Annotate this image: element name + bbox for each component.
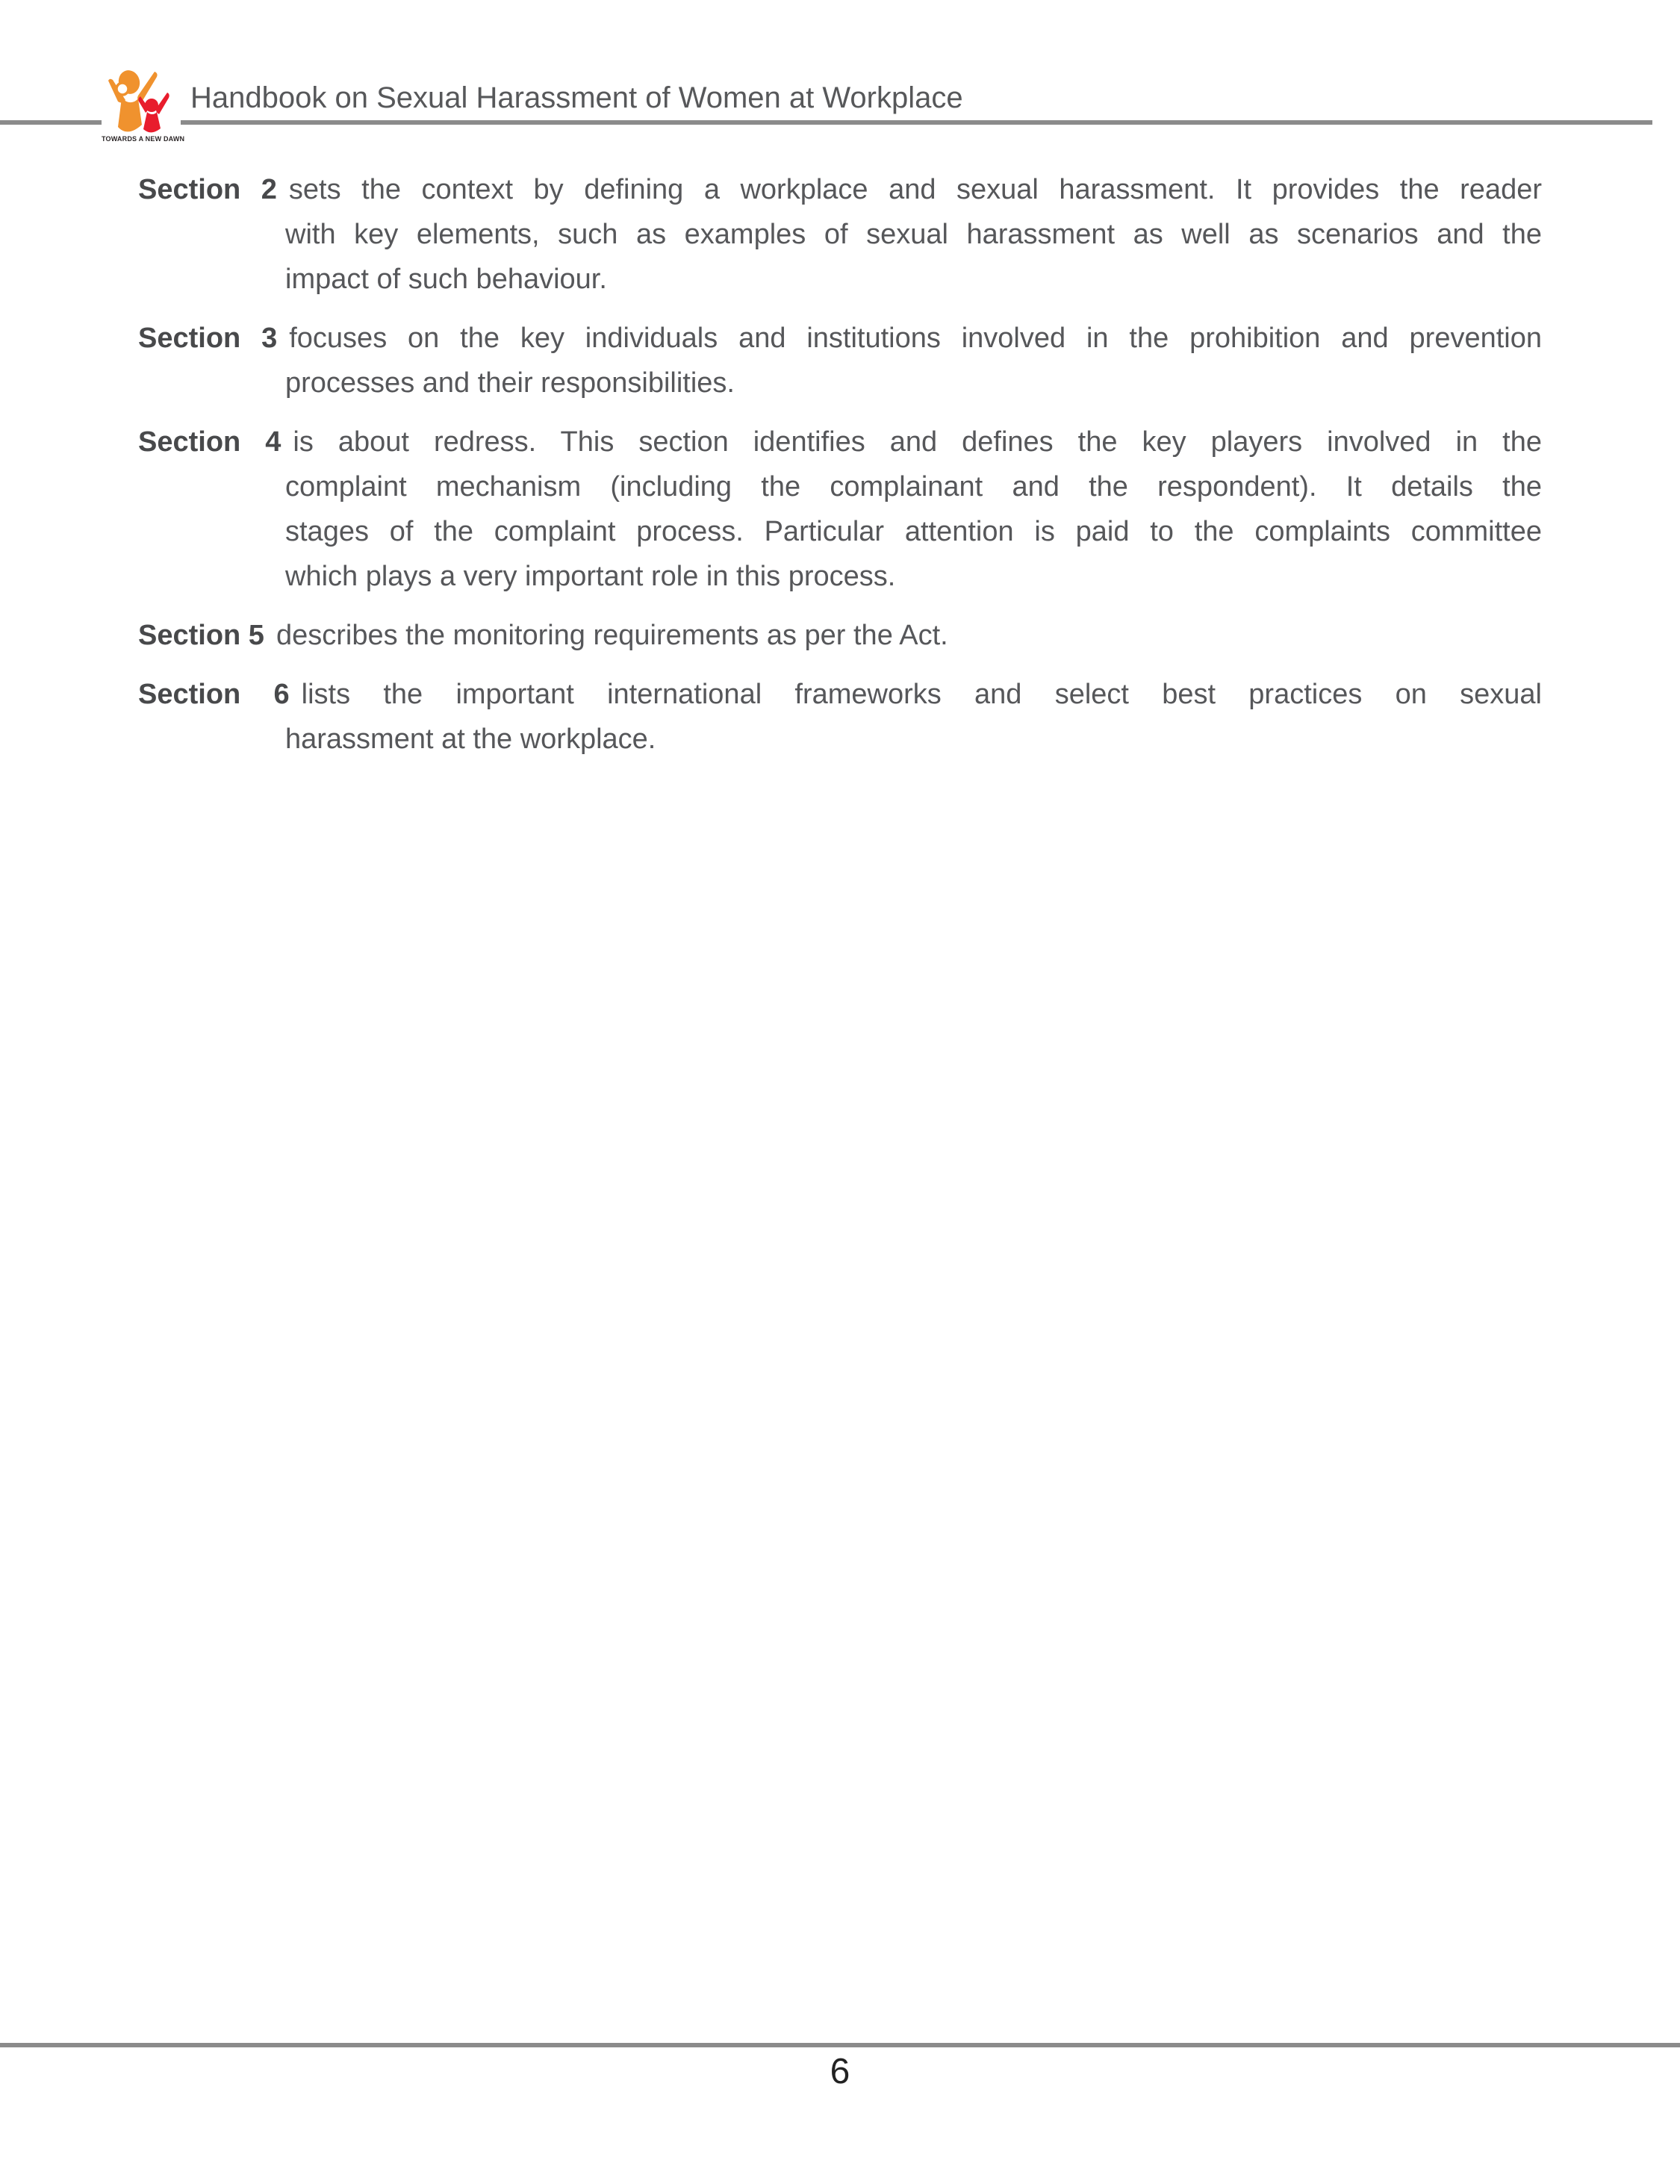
section-text: focuses on the key individuals and institutions involved in the prohibition and prevention: [289, 323, 1542, 354]
section-text: describes the monitoring requirements as per the Act.: [276, 620, 948, 651]
document-title: Handbook on Sexual Harassment of Women at Workplace: [190, 81, 963, 114]
logo-figures-icon: [102, 69, 180, 133]
section-paragraph-5: [138, 613, 1542, 658]
section-line: [138, 672, 1542, 717]
section-paragraph-4: [138, 420, 1542, 599]
section-line: [138, 613, 1542, 658]
content: [138, 167, 1542, 776]
section-text: processes and their responsibilities.: [285, 367, 735, 399]
section-line: [285, 257, 1542, 302]
section-text: is about redress. This section identifies and defines the key players involved in the: [293, 426, 1542, 458]
logo: [102, 69, 185, 149]
page-number: 6: [830, 2052, 850, 2091]
section-line: [138, 420, 1542, 464]
footer-divider: [0, 2043, 1680, 2047]
section-line: [285, 464, 1542, 509]
section-line: [285, 717, 1542, 762]
section-text: impact of such behaviour.: [285, 264, 607, 295]
section-text: harassment at the workplace.: [285, 724, 656, 755]
section-label: Section 2: [138, 174, 277, 205]
section-label: Section 4: [138, 426, 281, 458]
section-line: [285, 361, 1542, 405]
section-line: [285, 509, 1542, 554]
section-text: lists the important international frameworks and select best practices on sexual: [301, 679, 1542, 710]
logo-tagline: TOWARDS A NEW DAWN: [102, 135, 185, 143]
section-paragraph-2: [138, 167, 1542, 302]
header-divider: [0, 120, 1652, 125]
section-text: stages of the complaint process. Particular attention is paid to the complaints committee: [285, 516, 1542, 547]
section-paragraph-3: [138, 316, 1542, 405]
section-label: Section 5: [138, 620, 264, 651]
section-label: Section 6: [138, 679, 290, 710]
section-line: [138, 167, 1542, 212]
section-text: with key elements, such as examples of sexual harassment as well as scenarios and the: [285, 219, 1542, 250]
section-paragraph-6: [138, 672, 1542, 762]
section-line: [285, 212, 1542, 257]
section-text: which plays a very important role in this process.: [285, 561, 896, 592]
section-text: complaint mechanism (including the complainant and the respondent). It details the: [285, 471, 1542, 503]
section-line: [138, 316, 1542, 361]
section-line: [285, 554, 1542, 599]
section-text: sets the context by defining a workplace and sexual harassment. It provides the reader: [288, 174, 1542, 205]
section-label: Section 3: [138, 323, 278, 354]
